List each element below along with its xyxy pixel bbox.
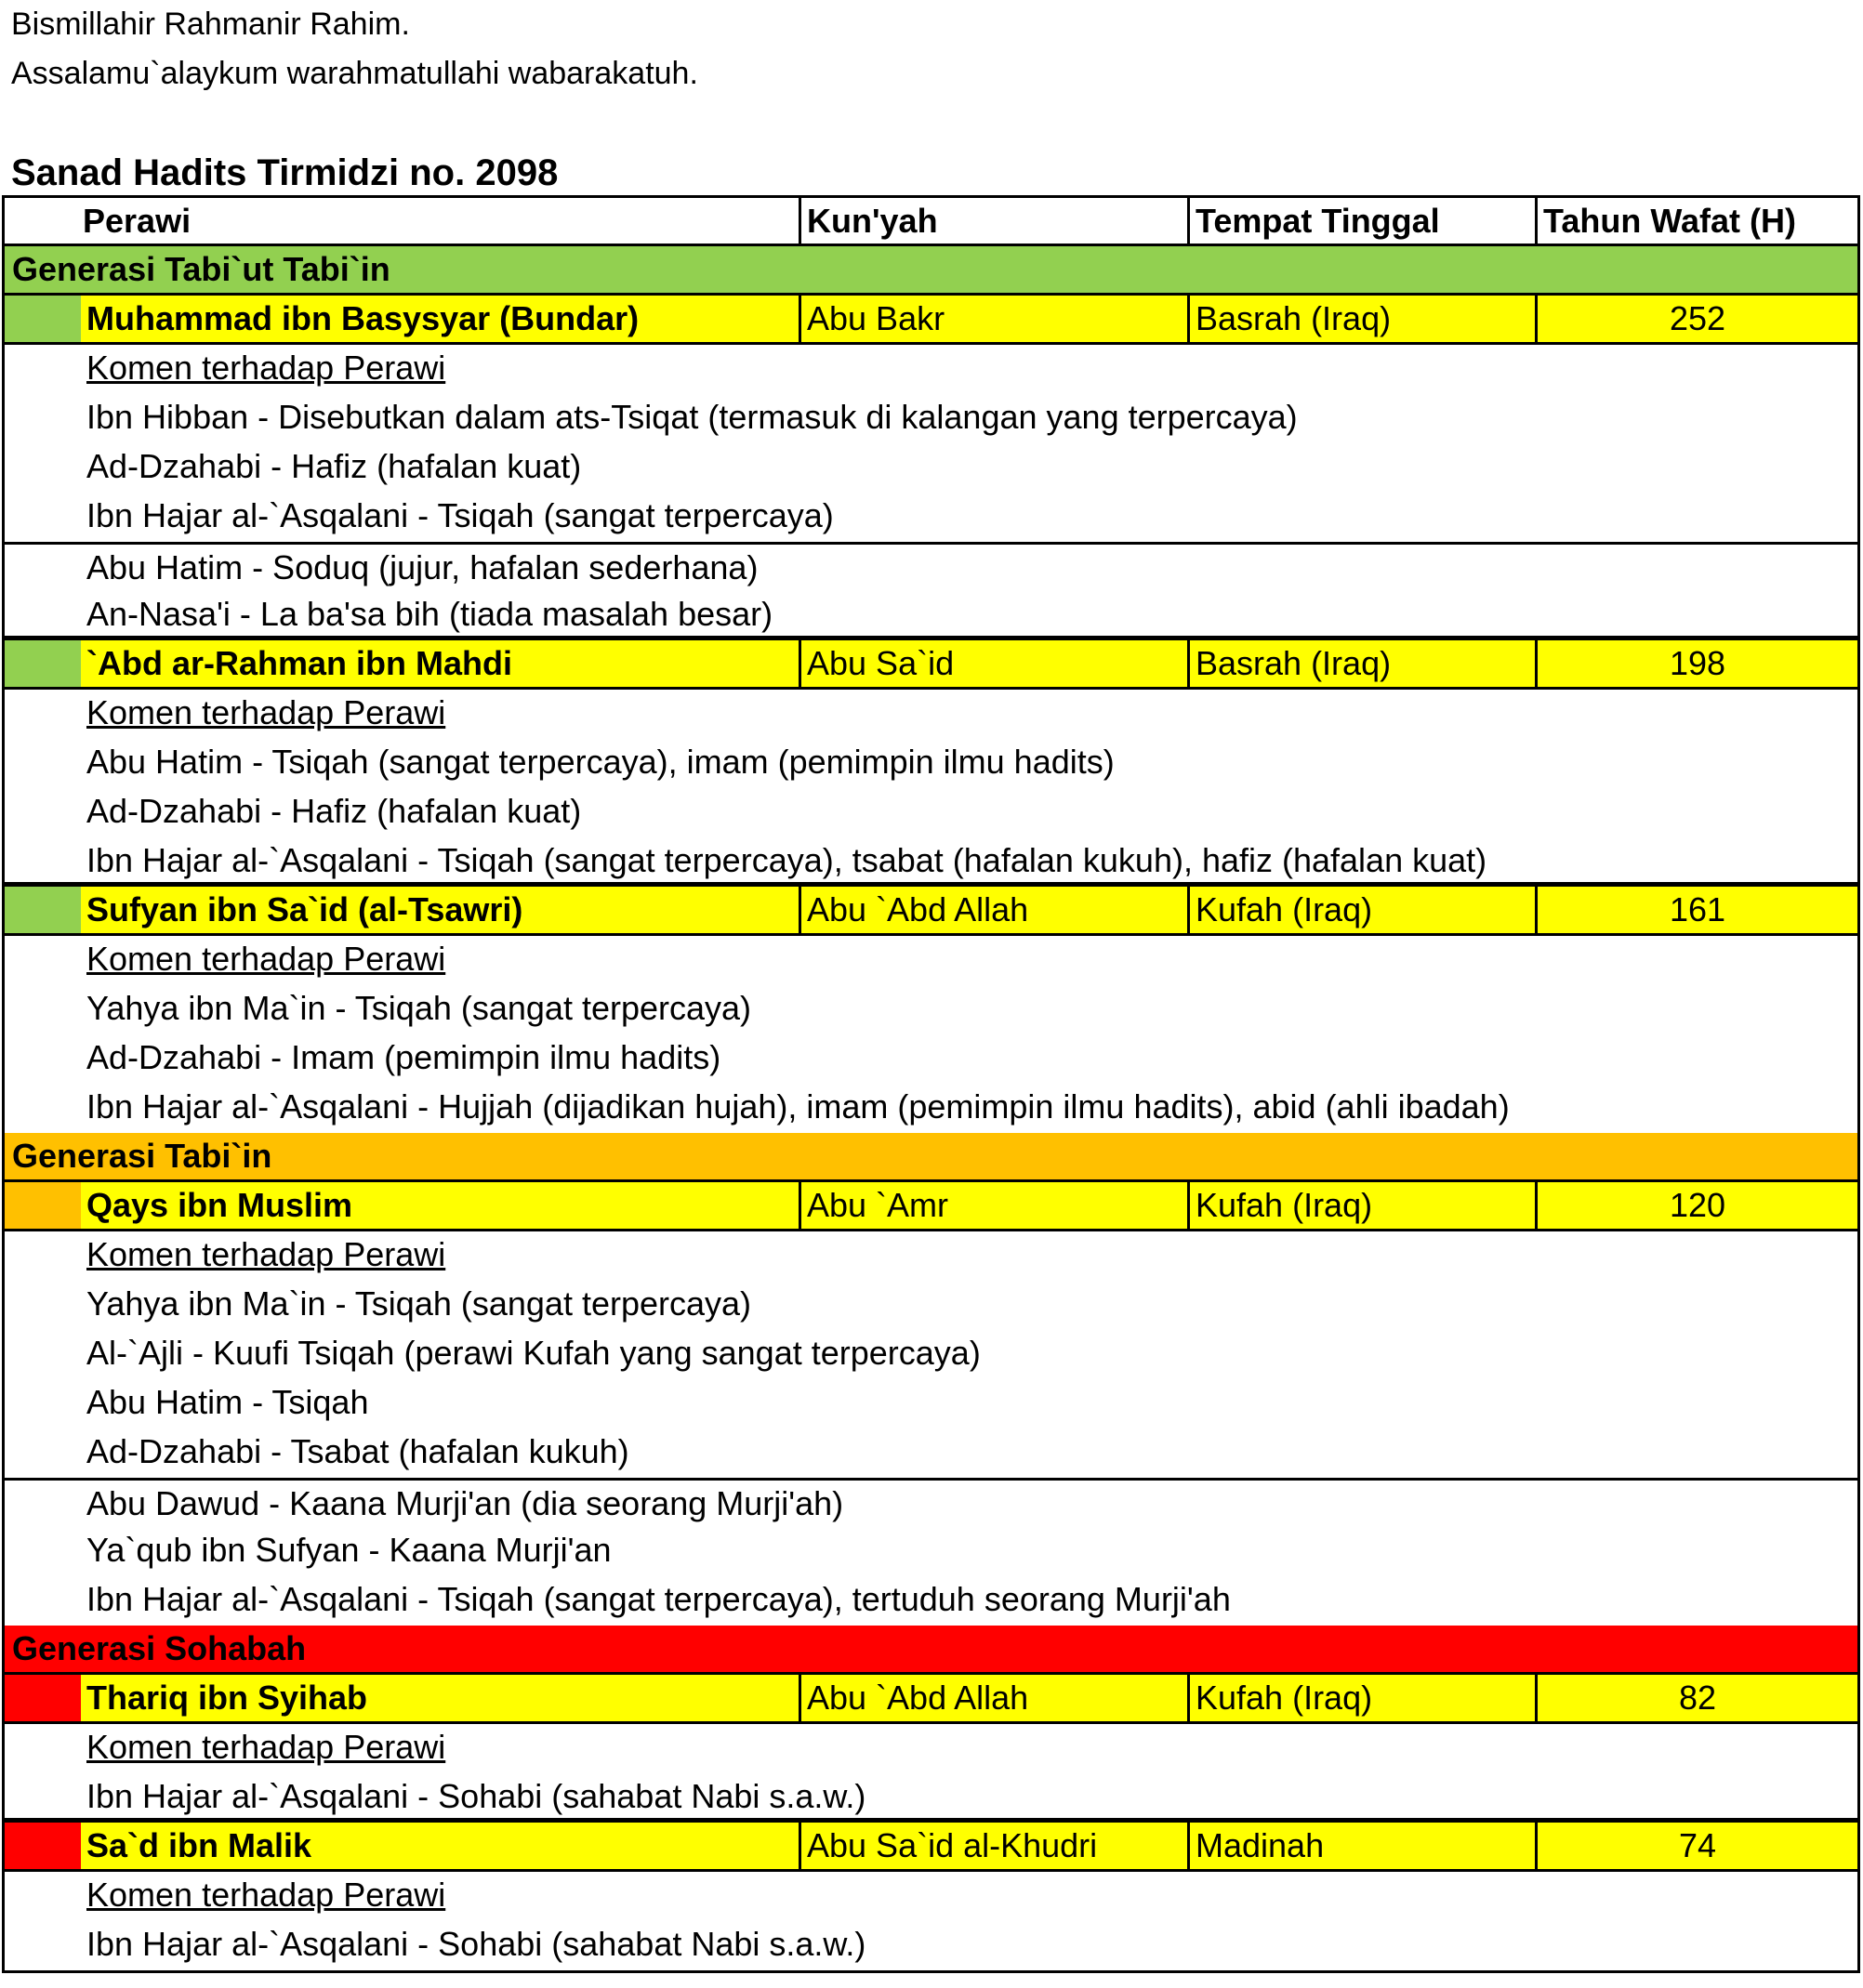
- narrator-tahun: 252: [1669, 299, 1726, 337]
- table-header: [5, 195, 1857, 246]
- comment-line: Ibn Hajar al-`Asqalani - Sohabi (sahabat Nabi s.a.w.): [5, 1773, 1857, 1823]
- header-spacer: [5, 198, 81, 244]
- comment-line: Yahya ibn Ma`in - Tsiqah (sangat terpercaya): [86, 1284, 752, 1323]
- comment-line: Ibn Hibban - Disebutkan dalam ats-Tsiqat (termasuk di kalangan yang terpercaya): [86, 398, 1298, 436]
- narrator-kunyah: Abu Bakr: [801, 296, 1190, 342]
- narrator-name: Qays ibn Muslim: [81, 1182, 801, 1229]
- narrator-row: [5, 296, 1857, 345]
- narrator-row: [5, 640, 1857, 690]
- comment-line: Abu Hatim - Tsiqah: [86, 1383, 369, 1421]
- header-perawi: Perawi: [81, 198, 801, 244]
- narrator-row: [5, 1823, 1857, 1872]
- narrator-tempat: Madinah: [1190, 1823, 1538, 1869]
- generation-row: Generasi Tabi`in: [5, 1133, 1857, 1182]
- comment-line: Al-`Ajli - Kuufi Tsiqah (perawi Kufah yang sangat terpercaya): [86, 1334, 981, 1372]
- narrator-tahun: 74: [1678, 1826, 1717, 1864]
- narrator-tempat: Kufah (Iraq): [1190, 887, 1538, 933]
- comment-line: Ibn Hajar al-`Asqalani - Tsiqah (sangat terpercaya): [86, 496, 834, 534]
- comment-heading: Komen terhadap Perawi: [86, 1876, 446, 1914]
- narrator-name: `Abd ar-Rahman ibn Mahdi: [81, 640, 801, 687]
- narrator-tempat: Kufah (Iraq): [1190, 1182, 1538, 1229]
- greeting-bismillah: Bismillahir Rahmanir Rahim.: [11, 7, 410, 42]
- generation-color-chip: [5, 1823, 81, 1869]
- narrator-tempat: Kufah (Iraq): [1190, 1675, 1538, 1721]
- generation-color-chip: [5, 296, 81, 342]
- header-kunyah: Kun'yah: [801, 198, 1190, 244]
- narrator-tempat: Basrah (Iraq): [1190, 640, 1538, 687]
- generation-row: Generasi Sohabah: [5, 1626, 1857, 1675]
- comment-line: Abu Hatim - Tsiqah (sangat terpercaya), imam (pemimpin ilmu hadits): [86, 743, 1115, 781]
- narrator-kunyah: Abu `Abd Allah: [801, 887, 1190, 933]
- comment-line: Ad-Dzahabi - Tsabat (hafalan kukuh): [86, 1432, 629, 1470]
- narrator-tahun: 198: [1669, 644, 1726, 682]
- comment-line: Ibn Hajar al-`Asqalani - Tsiqah (sangat terpercaya), tsabat (hafalan kukuh), hafiz (hafalan kuat): [5, 837, 1857, 887]
- comment-line: Ad-Dzahabi - Hafiz (hafalan kuat): [86, 447, 582, 485]
- sanad-table: [2, 195, 1860, 1973]
- header-tempat: Tempat Tinggal: [1190, 198, 1538, 244]
- narrator-tempat: Basrah (Iraq): [1190, 296, 1538, 342]
- comment-line: Ibn Hajar al-`Asqalani - Hujjah (dijadikan hujah), imam (pemimpin ilmu hadits), abid (ahli ibadah): [86, 1087, 1510, 1126]
- narrator-name: Thariq ibn Syihab: [81, 1675, 801, 1721]
- narrator-kunyah: Abu `Abd Allah: [801, 1675, 1190, 1721]
- narrator-kunyah: Abu Sa`id: [801, 640, 1190, 687]
- table-body: [5, 246, 1857, 1970]
- comment-heading: Komen terhadap Perawi: [86, 940, 446, 978]
- comment-line: Yahya ibn Ma`in - Tsiqah (sangat terpercaya): [86, 989, 752, 1027]
- page-title: Sanad Hadits Tirmidzi no. 2098: [11, 152, 559, 193]
- comment-heading: Komen terhadap Perawi: [86, 693, 446, 731]
- comment-line: Ad-Dzahabi - Hafiz (hafalan kuat): [86, 792, 582, 830]
- greeting-salam: Assalamu`alaykum warahmatullahi wabarakatuh.: [11, 56, 698, 91]
- comment-line: Abu Dawud - Kaana Murji'an (dia seorang Murji'ah): [5, 1478, 1857, 1527]
- comment-line: Ibn Hajar al-`Asqalani - Tsiqah (sangat terpercaya), tertuduh seorang Murji'ah: [86, 1580, 1231, 1618]
- comment-heading: Komen terhadap Perawi: [86, 1235, 446, 1273]
- comment-line: Ibn Hajar al-`Asqalani - Sohabi (sahabat Nabi s.a.w.): [86, 1925, 866, 1963]
- comment-line: Abu Hatim - Soduq (jujur, hafalan sederhana): [5, 542, 1857, 591]
- comment-heading: Komen terhadap Perawi: [86, 1728, 446, 1766]
- narrator-tahun: 82: [1678, 1679, 1717, 1717]
- generation-color-chip: [5, 887, 81, 933]
- narrator-row: [5, 1675, 1857, 1724]
- generation-color-chip: [5, 1675, 81, 1721]
- comment-line: Ya`qub ibn Sufyan - Kaana Murji'an: [86, 1531, 612, 1569]
- generation-row: Generasi Tabi`ut Tabi`in: [5, 246, 1857, 296]
- narrator-row: [5, 887, 1857, 936]
- comment-line: An-Nasa'i - La ba'sa bih (tiada masalah besar): [5, 591, 1857, 640]
- comment-line: Ad-Dzahabi - Imam (pemimpin ilmu hadits): [86, 1038, 721, 1076]
- narrator-kunyah: Abu Sa`id al-Khudri: [801, 1823, 1190, 1869]
- narrator-tahun: 161: [1669, 890, 1726, 928]
- narrator-name: Sufyan ibn Sa`id (al-Tsawri): [81, 887, 801, 933]
- narrator-name: Muhammad ibn Basysyar (Bundar): [81, 296, 801, 342]
- header-tahun: Tahun Wafat (H): [1543, 202, 1796, 240]
- narrator-kunyah: Abu `Amr: [801, 1182, 1190, 1229]
- generation-color-chip: [5, 640, 81, 687]
- comment-heading: Komen terhadap Perawi: [86, 349, 446, 387]
- narrator-name: Sa`d ibn Malik: [81, 1823, 801, 1869]
- generation-color-chip: [5, 1182, 81, 1229]
- narrator-tahun: 120: [1669, 1186, 1726, 1224]
- narrator-row: [5, 1182, 1857, 1231]
